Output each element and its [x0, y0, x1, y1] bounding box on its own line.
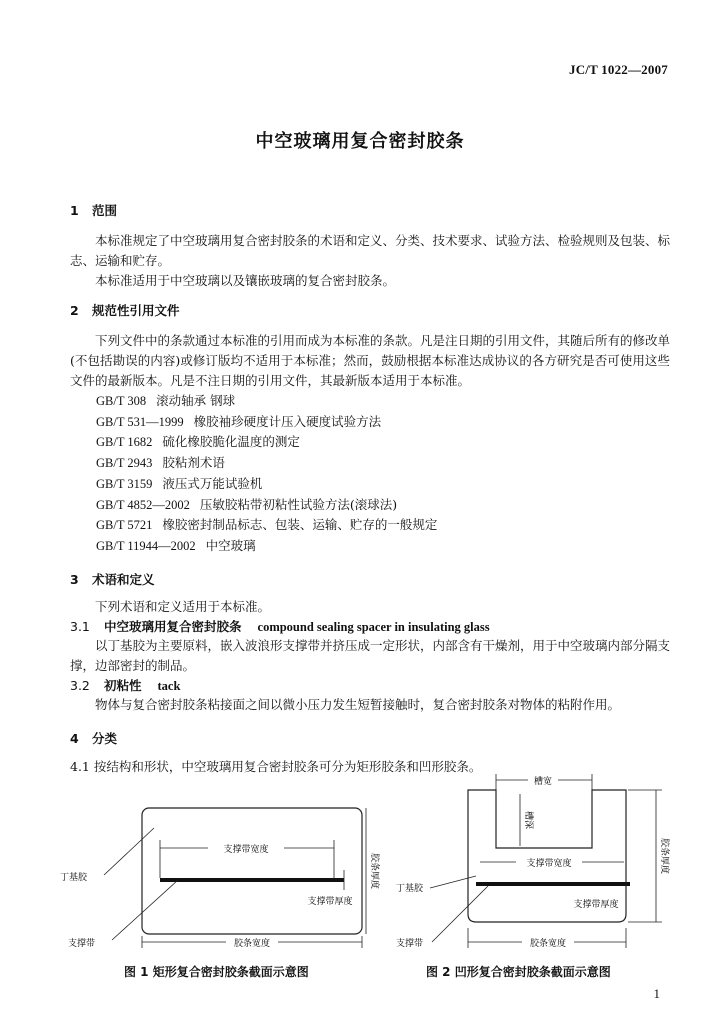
label-strip-width: 胶条宽度	[529, 939, 567, 949]
section-number: 4	[70, 731, 79, 746]
butyl-leader-line	[104, 828, 154, 875]
term-3-2-definition: 物体与复合密封胶条粘接面之间以微小压力发生短暂接触时，复合密封胶条对物体的粘附作用。	[95, 697, 621, 712]
reference-item: GB/T 3159 液压式万能试验机	[96, 475, 263, 491]
reference-item: GB/T 11944—2002 中空玻璃	[96, 537, 256, 553]
reference-item: GB/T 1682 硫化橡胶脆化温度的测定	[96, 434, 300, 450]
label-spacer-thickness: 支撑带厚度	[573, 900, 619, 910]
figure-1-caption: 图 1 矩形复合密封胶条截面示意图	[124, 965, 309, 979]
section-title: 分类	[92, 731, 118, 746]
term-3-1-heading: 3.1 中空玻璃用复合密封胶条 compound sealing spacer in insulating glass	[70, 619, 490, 634]
label-strip-thickness: 胶条厚度	[659, 837, 669, 875]
spacer-leader-line	[112, 880, 178, 940]
term-zh: 中空玻璃用复合密封胶条	[104, 619, 242, 634]
section-number: 2	[70, 303, 79, 318]
reference-item: GB/T 5721 橡胶密封制品标志、包装、运输、贮存的一般规定	[96, 517, 438, 533]
clause-4-1: 4.1 按结构和形状，中空玻璃用复合密封胶条可分为矩形胶条和凹形胶条。	[70, 759, 482, 774]
label-butyl: 丁基胶	[60, 873, 88, 883]
section-3-intro: 下列术语和定义适用于本标准。	[95, 599, 271, 614]
label-groove-depth: 槽深	[523, 810, 533, 830]
standard-code: JC/T 1022—2007	[569, 62, 668, 77]
label-spacer-thickness: 支撑带厚度	[307, 897, 353, 907]
figure-2-groove-strip	[392, 772, 682, 962]
section-title: 范围	[92, 203, 118, 218]
strip-body-outline	[142, 808, 362, 934]
label-butyl: 丁基胶	[396, 884, 424, 894]
section-number: 1	[70, 203, 79, 218]
figure-2-caption: 图 2 凹形复合密封胶条截面示意图	[426, 965, 611, 979]
reference-list	[96, 391, 437, 557]
page-title: 中空玻璃用复合密封胶条	[255, 131, 465, 152]
section-2-intro: 下列文件中的条款通过本标准的引用而成为本标准的条款。凡是注日期的引用文件，其随后所有的修改单(不包括勘误的内容)或修订版均不适用于本标准；然而，鼓励根据本标准达成协议的各方研究是否可使用这些文件的最新版本。凡是不注日期的引用文件，其最新版本适用于本标准。	[70, 333, 671, 388]
section-1-paragraph-2: 本标准适用于中空玻璃以及镶嵌玻璃的复合密封胶条。	[95, 273, 396, 288]
label-strip-width: 胶条宽度	[233, 939, 271, 949]
term-en: tack	[157, 679, 181, 693]
label-groove-width: 槽宽	[533, 777, 553, 787]
label-spacer-width: 支撑带宽度	[526, 859, 572, 869]
section-1-heading	[70, 201, 117, 219]
section-title: 术语和定义	[92, 572, 155, 587]
reference-item: GB/T 308 滚动轴承 钢球	[96, 393, 236, 408]
section-title: 规范性引用文件	[92, 303, 180, 318]
section-4-heading	[70, 729, 117, 747]
term-3-2-heading: 3.2 初粘性 tack	[70, 678, 181, 693]
reference-item: GB/T 531—1999 橡胶袖珍硬度计压入硬度试验方法	[96, 413, 382, 429]
reference-item: GB/T 2943 胶粘剂术语	[96, 455, 225, 471]
section-1-paragraph-1: 本标准规定了中空玻璃用复合密封胶条的术语和定义、分类、技术要求、试验方法、检验规则及包装、标志、运输和贮存。	[70, 233, 671, 268]
butyl-leader-line	[430, 876, 476, 888]
label-spacer: 支撑带	[396, 939, 424, 949]
term-en: compound sealing spacer in insulating glass	[257, 620, 490, 634]
figure-1-rect-strip	[60, 790, 390, 960]
label-spacer-width: 支撑带宽度	[223, 845, 269, 855]
label-spacer: 支撑带	[68, 939, 96, 949]
section-number: 3	[70, 572, 79, 587]
label-strip-thickness: 胶条厚度	[369, 852, 379, 890]
section-3-heading	[70, 570, 155, 588]
spacer-leader-line	[432, 886, 488, 942]
section-2-heading	[70, 301, 180, 319]
reference-item: GB/T 4852—2002 压敏胶粘带初粘性试验方法(滚球法)	[96, 496, 398, 512]
term-3-1-definition: 以丁基胶为主要原料，嵌入波浪形支撑带并挤压成一定形状，内部含有干燥剂，用于中空玻璃内部分隔支撑，边部密封的制品。	[70, 638, 671, 673]
page-number: 1	[653, 986, 660, 1001]
term-zh: 初粘性	[104, 678, 142, 693]
